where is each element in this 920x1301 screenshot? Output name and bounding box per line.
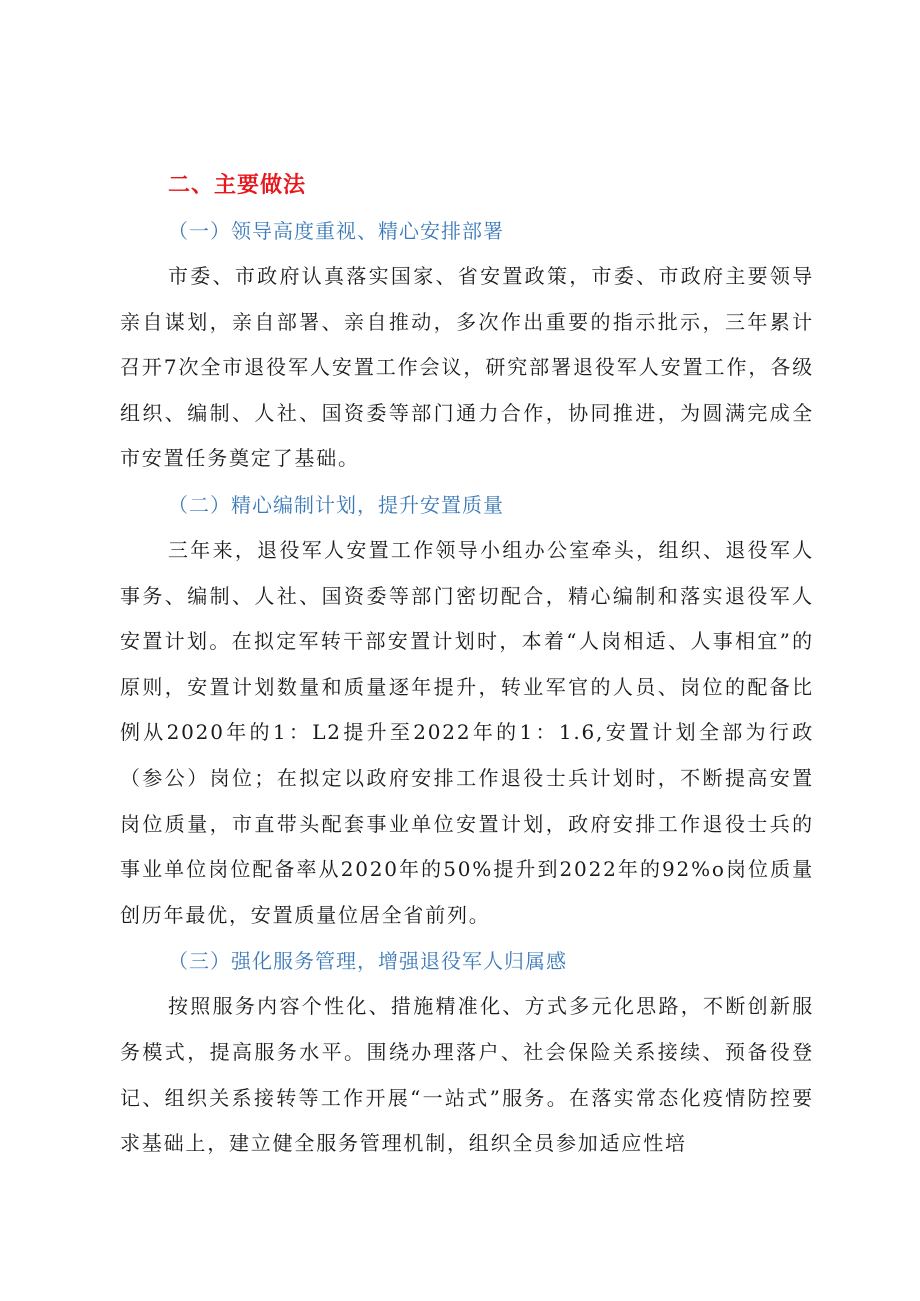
subheading-service: （三）强化服务管理，增强退役军人归属感 (168, 949, 567, 974)
paragraph-service: 按照服务内容个性化、措施精准化、方式多元化思路，不断创新服务模式，提高服务水平。围绕办理落户、社会保险关系接续、预备役登记、组织关系接转等工作开展“一站式”服务。在落实常态化疫情防控要求基础上，建立健全服务管理机制，组织全员参加适应性培 (120, 994, 814, 1156)
subheading-leadership: （一）领导高度重视、精心安排部署 (168, 219, 504, 243)
document-body (120, 164, 814, 1167)
section-heading: 二、主要做法 (168, 173, 307, 198)
paragraph-planning: 三年来，退役军人安置工作领导小组办公室牵头，组织、退役军人事务、编制、人社、国资委等部门密切配合，精心编制和落实退役军人安置计划。在拟定军转干部安置计划时，本着“人岗相适、人事相宜”的原则，安置计划数量和质量逐年提升，转业军官的人员、岗位的配备比例从2020年的1：L2提升至2022年的1：1.6,安置计划全部为行政（参公）岗位；在拟定以政府安排工作退役士兵计划时，不断提高安置岗位质量，市直带头配套事业单位安置计划，政府安排工作退役士兵的事业单位岗位配备率从2020年的50%提升到2022年的92%o岗位质量创历年最优，安置质量位居全省前列。 (120, 537, 814, 927)
paragraph-leadership: 市委、市政府认真落实国家、省安置政策，市委、市政府主要领导亲自谋划，亲自部署、亲自推动，多次作出重要的指示批示，三年累计召开7次全市退役军人安置工作会议，研究部署退役军人安置工作，各级组织、编制、人社、国资委等部门通力合作，协同推进，为圆满完成全市安置任务奠定了基础。 (120, 264, 814, 471)
subheading-planning: （二）精心编制计划，提升安置质量 (168, 492, 504, 517)
